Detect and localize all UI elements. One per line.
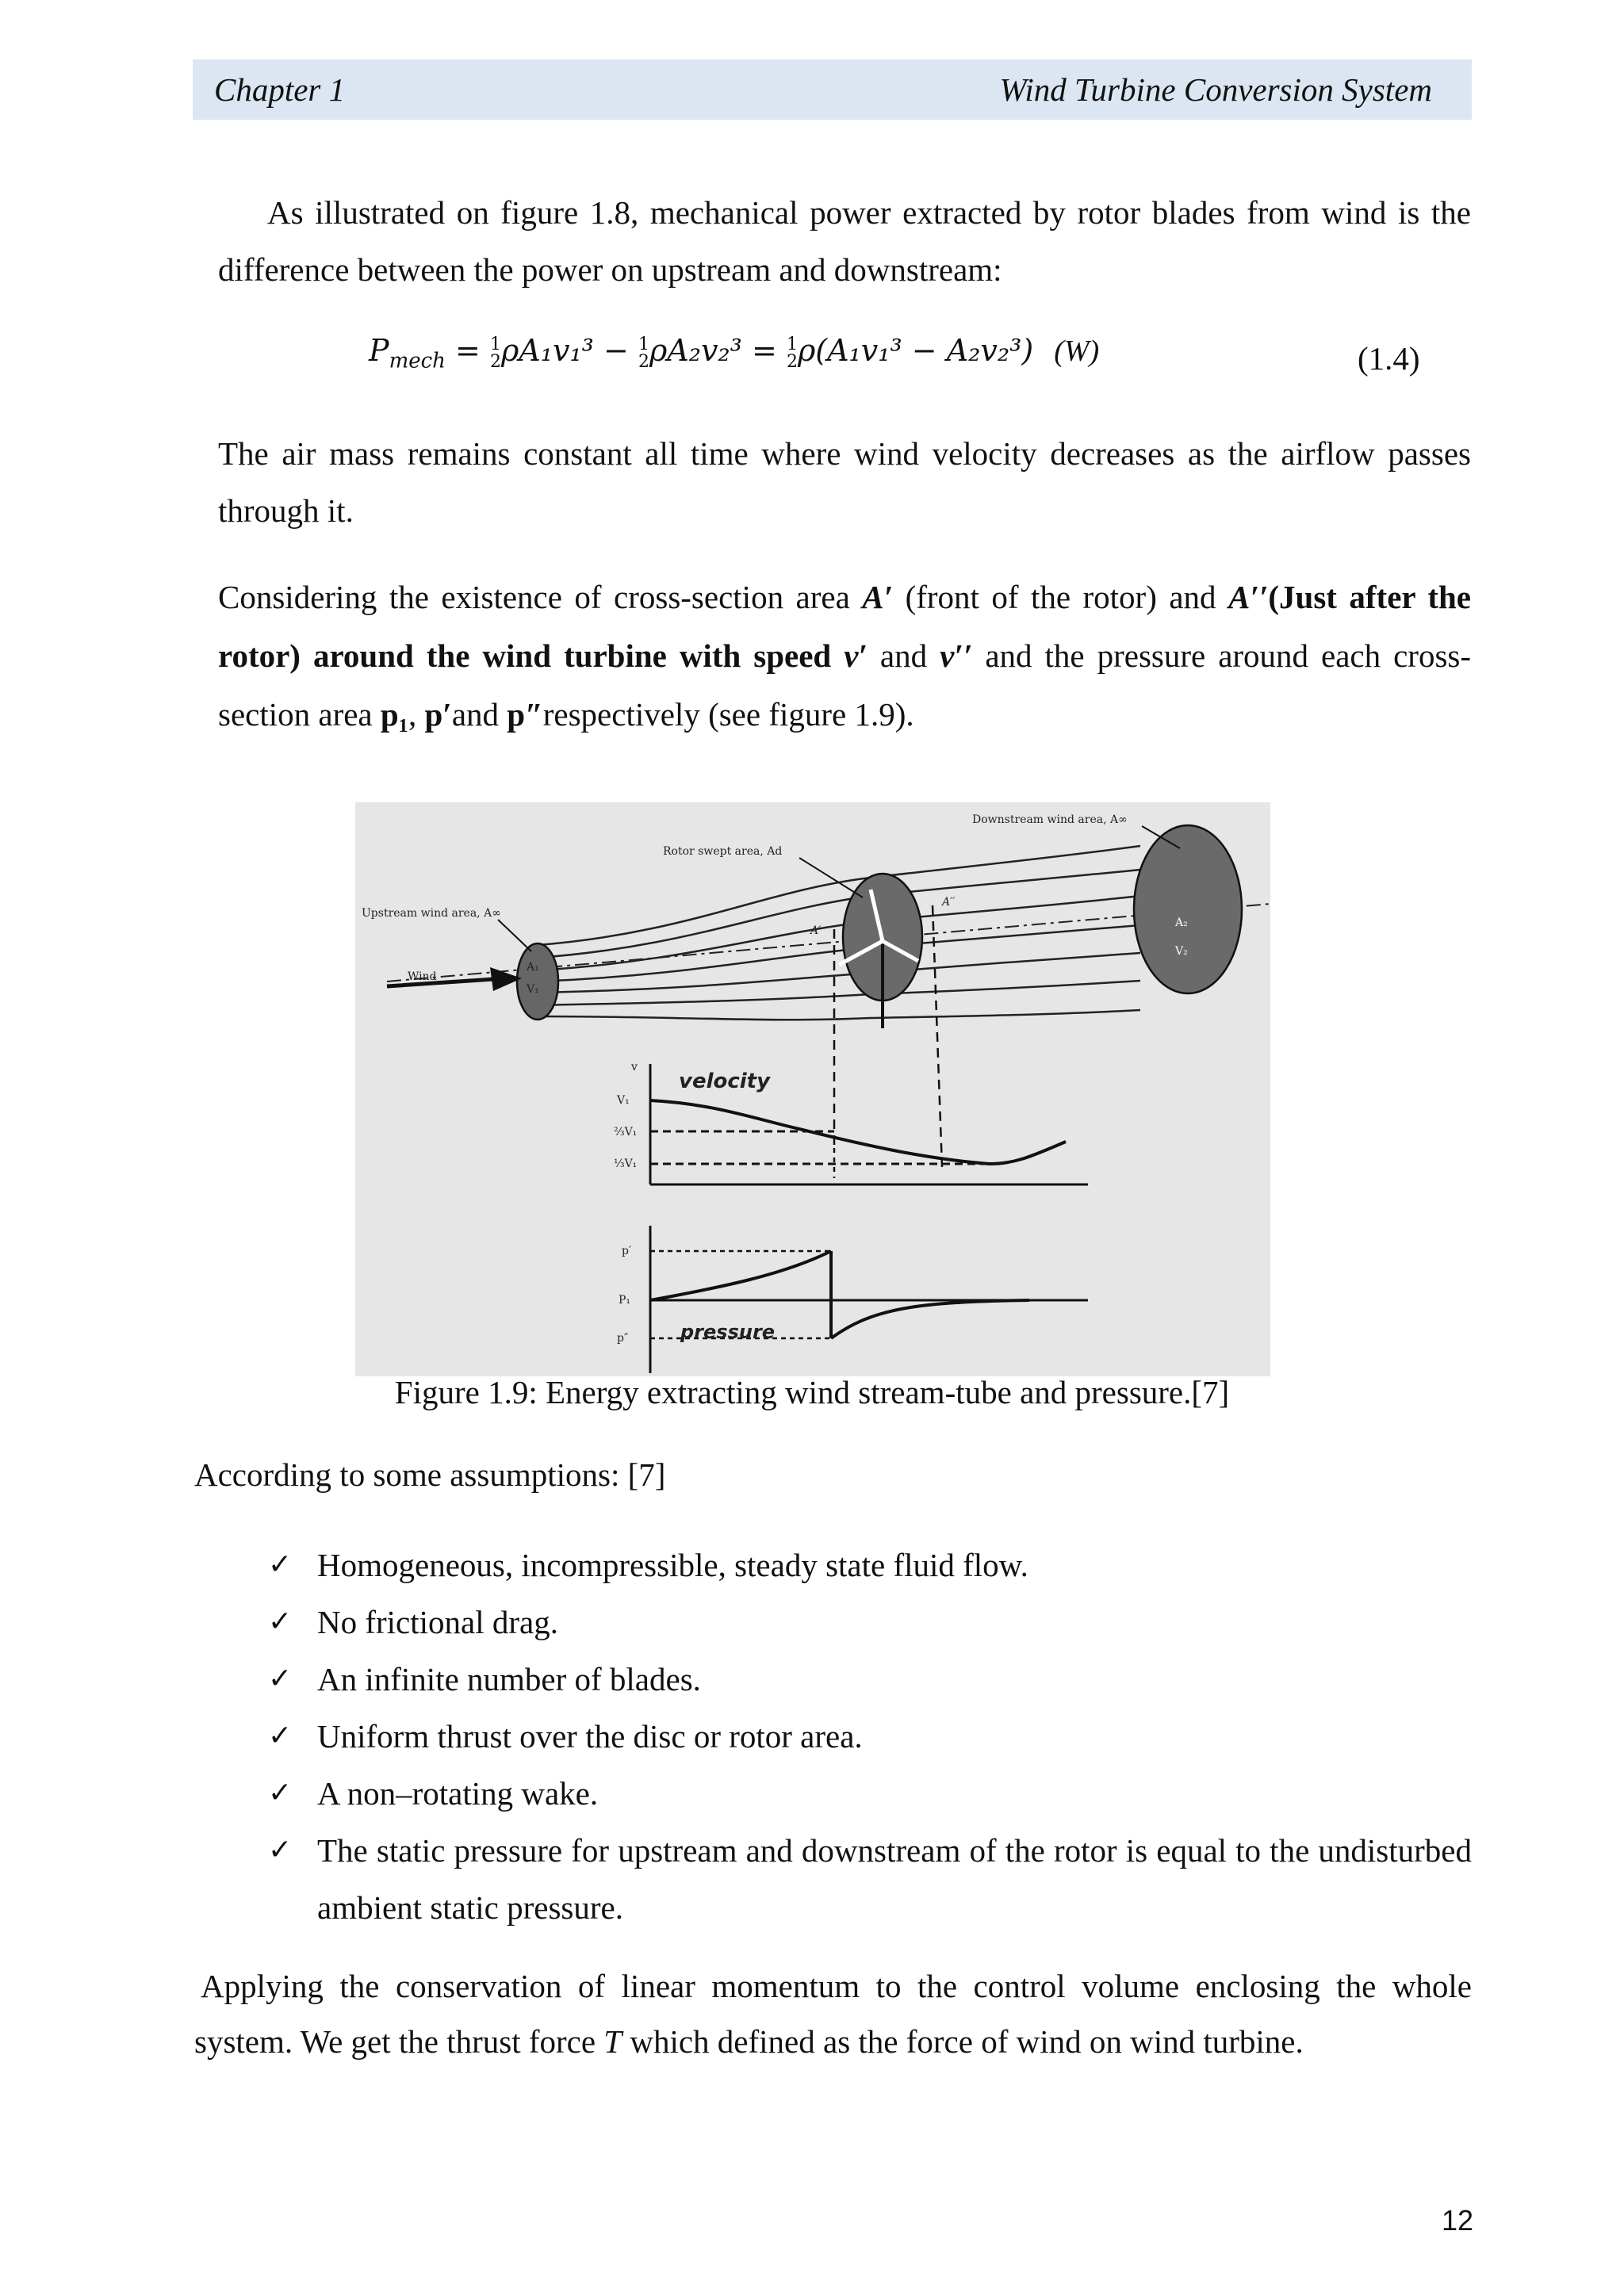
- check-icon: ✓: [268, 1605, 293, 1638]
- symbol-thrust: T: [603, 2023, 622, 2060]
- label-rotor-swept: Rotor swept area, Ad: [663, 845, 783, 858]
- eq-half-3: 1 2: [786, 334, 798, 372]
- symbol-p1: p₁: [380, 696, 408, 733]
- page-header: [193, 59, 1472, 120]
- label-wind: Wind: [408, 970, 437, 983]
- tick-p-dprime: p″: [617, 1332, 629, 1345]
- list-item: ✓ The static pressure for upstream and downstream of the rotor is equal to the undisturbed ambient static pressure.: [268, 1822, 1472, 1936]
- tick-v1: V₁: [617, 1094, 630, 1107]
- eq-lhs-sub: mech: [389, 349, 446, 373]
- pressure-recovery-curve: [831, 1300, 1029, 1338]
- label-V1: V₁: [527, 983, 539, 996]
- downstream-disc: [1134, 825, 1242, 993]
- label-v-axis: v: [631, 1061, 638, 1073]
- paragraph-air-mass: The air mass remains constant all time where wind velocity decreases as the airflow passes through it.: [218, 435, 1471, 529]
- label-A1: A₁: [527, 961, 539, 974]
- list-item: ✓ A non–rotating wake.: [268, 1765, 1472, 1822]
- symbol-p-dprime: p″: [507, 696, 543, 733]
- paragraph-cross-section: Considering the existence of cross-section area A′ (front of the rotor) and A′′(Just after the rotor) around the wind turbine with speed v′ and v′′ and the pressure around each cross-section area p₁, p′and p″respectively (see figure 1.9).: [218, 579, 1472, 733]
- symbol-v-dprime: v′′: [940, 637, 973, 674]
- eq-equals-1: =: [455, 333, 481, 368]
- check-icon: ✓: [268, 1663, 293, 1695]
- eq-term-2: ρA₂v₂³: [649, 333, 742, 368]
- label-pressure: pressure: [680, 1321, 776, 1343]
- symbol-A-prime: A′: [862, 579, 894, 615]
- eq-unit: (W): [1054, 335, 1100, 368]
- check-icon: ✓: [268, 1720, 293, 1752]
- label-A2: A₂: [1175, 916, 1188, 929]
- wind-arrow-shaft: [387, 978, 506, 986]
- list-item: ✓ An infinite number of blades.: [268, 1651, 1472, 1708]
- stream-tube-diagram: [355, 802, 1270, 1376]
- assumptions-list: [268, 1536, 1472, 1936]
- symbol-v-prime: v′: [844, 637, 868, 674]
- chapter-title: Wind Turbine Conversion System: [999, 71, 1432, 108]
- eq-equals-2: =: [752, 333, 777, 368]
- check-icon: ✓: [268, 1834, 293, 1866]
- equation-number: (1.4): [1358, 340, 1420, 377]
- check-icon: ✓: [268, 1777, 293, 1809]
- eq-half-1: 1 2: [489, 334, 501, 372]
- label-downstream: Downstream wind area, A∞: [972, 813, 1128, 826]
- eq-term-3: ρ(A₁v₁³ − A₂v₂³): [797, 333, 1034, 368]
- paragraph-power-difference: As illustrated on figure 1.8, mechanical power extracted by rotor blades from wind is the difference between the power on upstream and downstream:: [218, 194, 1471, 288]
- dashed-back: [933, 905, 942, 1167]
- eq-term-1: ρA₁v₁³: [500, 333, 594, 368]
- label-A-dprime: A′′: [942, 896, 956, 909]
- label-A-prime: A′: [810, 924, 822, 937]
- label-V2: V₂: [1175, 945, 1188, 958]
- label-velocity: velocity: [679, 1070, 771, 1093]
- pressure-rise-curve: [650, 1251, 831, 1300]
- rotor-label-leader: [799, 858, 863, 897]
- tick-two-thirds-v1: ⅔V₁: [614, 1126, 638, 1138]
- figure-stream-tube: [355, 802, 1270, 1376]
- tick-p1: P₁: [619, 1294, 631, 1307]
- list-item: ✓ Homogeneous, incompressible, steady state fluid flow.: [268, 1536, 1472, 1594]
- list-item: ✓ Uniform thrust over the disc or rotor area.: [268, 1708, 1472, 1765]
- eq-lhs: P: [369, 333, 389, 368]
- eq-minus: −: [603, 333, 629, 368]
- tick-p-prime: p′: [622, 1245, 632, 1257]
- chapter-label: Chapter 1: [214, 71, 346, 108]
- velocity-curve: [650, 1100, 1066, 1164]
- list-item: ✓ No frictional drag.: [268, 1594, 1472, 1651]
- figure-caption: Figure 1.9: Energy extracting wind stream-tube and pressure.[7]: [394, 1374, 1230, 1410]
- symbol-A-dprime: A′′: [1228, 579, 1269, 615]
- label-upstream: Upstream wind area, A∞: [362, 907, 501, 920]
- page-number: 12: [1442, 2204, 1474, 2237]
- upstream-disc: [517, 943, 558, 1020]
- tick-one-third-v1: ⅓V₁: [614, 1158, 638, 1170]
- equation-1-4: [369, 333, 1099, 373]
- streamlines: [538, 846, 1140, 1020]
- check-icon: ✓: [268, 1548, 293, 1581]
- symbol-p-prime: p′: [424, 696, 452, 733]
- assumptions-intro: According to some assumptions: [7]: [194, 1456, 666, 1493]
- upstream-label-leader: [498, 920, 531, 951]
- paragraph-thrust: Applying the conservation of linear momentum to the control volume enclosing the whole system. We get the thrust force T which defined as the force of wind on wind turbine.: [194, 1968, 1472, 2060]
- eq-half-2: 1 2: [638, 334, 649, 372]
